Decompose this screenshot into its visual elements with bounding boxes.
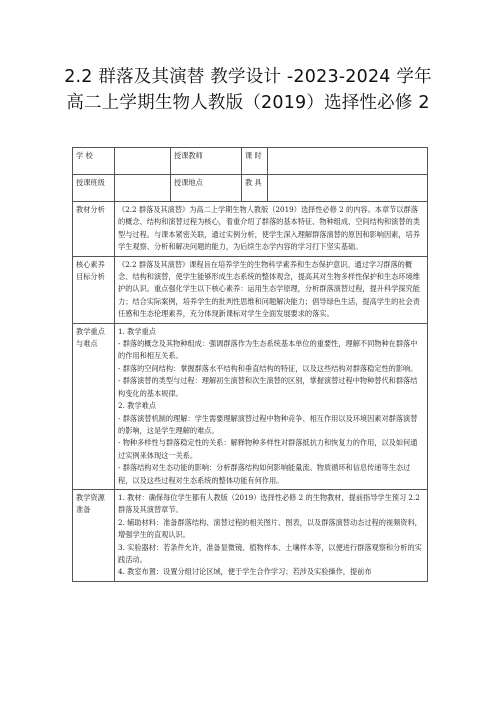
focus-line: 2. 教学难点 bbox=[118, 401, 156, 411]
focus-line: - 群落结构对生态功能的影响：分析群落结构如何影响能量流、物质循环和信息传递等生态过程，以及这些过程对生态系统的整体功能有何作用。 bbox=[118, 463, 411, 485]
cell-school-value bbox=[115, 148, 171, 175]
resource-line: 2. 辅助材料：准备群落结构、演替过程的相关图片、图表，以及群落演替动态过程的视频资料，增强学生的直观认识。 bbox=[118, 517, 422, 540]
cell-resources-label: 教学资源准备 bbox=[73, 489, 115, 581]
focus-line: - 群落演替的类型与过程：理解初生演替和次生演替的区别，掌握演替过程中物种替代和群落结构变化的基本规律。 bbox=[118, 376, 418, 398]
resource-line: 1. 教材：确保每位学生都有人教版（2019）选择性必修 2 的生物教材，提前指导学生预习 2.2 群落及其演替章节。 bbox=[118, 492, 420, 515]
cell-school-label: 学 校 bbox=[73, 148, 115, 175]
table-row-class bbox=[73, 175, 428, 202]
focus-line: - 群落的概念及其物种组成：强调群落作为生态系统基本单位的重要性，理解不同物种在群落中的作用和相互关系。 bbox=[118, 339, 418, 361]
focus-line: 1. 教学重点 bbox=[118, 326, 156, 336]
cell-focus-text bbox=[115, 323, 428, 489]
cell-aids-value bbox=[268, 175, 428, 202]
lesson-plan-table bbox=[72, 147, 428, 582]
cell-class-label: 授课班级 bbox=[73, 175, 115, 202]
focus-line: - 群落演替机制的理解：学生需要理解演替过程中物种竞争、相互作用以及环境因素对群落演替的影响，这是学生理解的难点。 bbox=[118, 413, 418, 435]
cell-analysis-text: 《2.2 群落及其演替》为高二上学期生物人教版（2019）选择性必修 2 的内容。本章节以群落的概念、结构和演替过程为核心，着重介绍了群落的基本特征、物种组成、空间结构和演替的类型与过程。与课本紧密关联，通过实例分析，使学生深入理解群落演替的原因和影响因素，培养学生观察、分析和解决问题的能力，为后续生态学内容的学习打下坚实基础。 bbox=[115, 202, 428, 257]
table-row-literacy bbox=[73, 256, 428, 323]
resource-line: 3. 实验器材：若条件允许，准备显微镜、植物样本、土壤样本等，以便进行群落观察和分析的实践活动。 bbox=[118, 542, 422, 564]
focus-line: - 群落的空间结构：掌握群落水平结构和垂直结构的特征，以及这些结构对群落稳定性的影响。 bbox=[118, 363, 418, 373]
focus-line: - 物种多样性与群落稳定性的关系：解释物种多样性对群落抵抗力和恢复力的作用，以及如何通过实例来体现这一关系。 bbox=[118, 438, 418, 460]
cell-resources-text bbox=[115, 489, 428, 581]
cell-location-label: 授课地点 bbox=[171, 175, 242, 202]
resource-line: 4. 教室布置：设置分组讨论区域，便于学生合作学习；若涉及实验操作，提前布 bbox=[118, 567, 372, 577]
cell-literacy-text: 《2.2 群落及其演替》课程旨在培养学生的生物科学素养和生态保护意识。通过学习群落的概念、结构和演替，使学生能够形成生态系统的整体观念，提高其对生物多样性保护和生态环境维护的认识。重点强化学生以下核心素养：运用生态学原理，分析群落演替过程，提升科学探究能力；结合实际案例，培养学生的批判性思维和问题解决能力；倡导绿色生活，提高学生的社会责任感和生态伦理素养，充分体现新课标对学生全面发展要求的落实。 bbox=[115, 256, 428, 323]
cell-class-value bbox=[115, 175, 171, 202]
table-row-school bbox=[73, 148, 428, 175]
cell-analysis-label: 教材分析 bbox=[73, 202, 115, 257]
cell-time-value bbox=[268, 148, 428, 175]
table-row-focus bbox=[73, 323, 428, 489]
table-row-resources bbox=[73, 489, 428, 581]
cell-time-label: 课 时 bbox=[242, 148, 268, 175]
document-title: 2.2 群落及其演替 教学设计 -2023-2024 学年高二上学期生物人教版（2019）选择性必修 2 bbox=[64, 67, 432, 113]
cell-aids-label: 教 具 bbox=[242, 175, 268, 202]
table-row-analysis bbox=[73, 202, 428, 257]
cell-focus-label: 教学重点与难点 bbox=[73, 323, 115, 489]
cell-literacy-label: 核心素养目标分析 bbox=[73, 256, 115, 323]
cell-teacher-label: 授课教师 bbox=[171, 148, 242, 175]
